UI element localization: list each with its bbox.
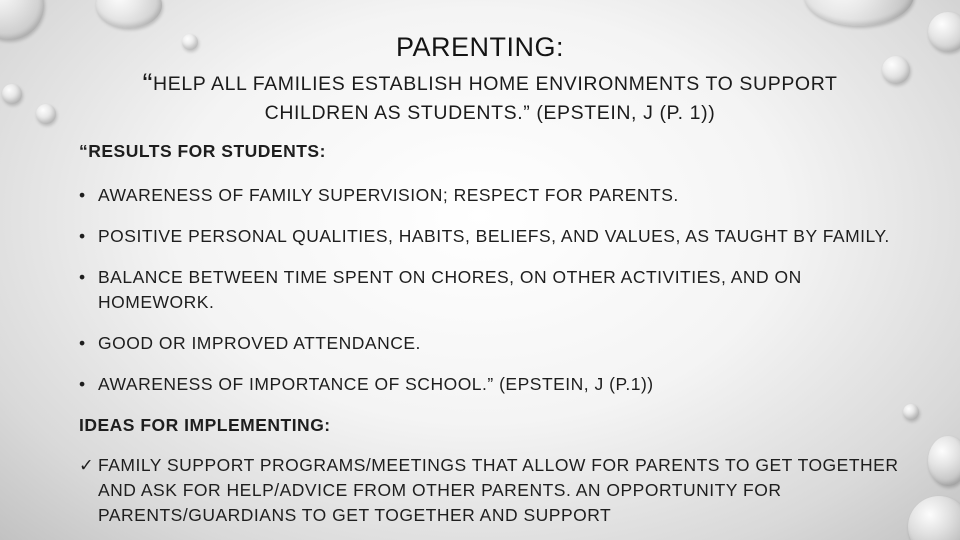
bullet-marker: • bbox=[79, 185, 86, 205]
check-icon: ✓ bbox=[79, 455, 95, 475]
ideas-heading: IDEAS FOR IMPLEMENTING: bbox=[79, 415, 331, 435]
list-item-text: AWARENESS OF FAMILY SUPERVISION; RESPECT FOR PARENTS. bbox=[98, 185, 679, 205]
list-item bbox=[79, 265, 899, 315]
list-item bbox=[79, 372, 899, 397]
list-item-text: BALANCE BETWEEN TIME SPENT ON CHORES, ON OTHER ACTIVITIES, AND ON HOMEWORK. bbox=[98, 267, 802, 312]
water-drop-decoration bbox=[908, 496, 960, 540]
list-item-text: POSITIVE PERSONAL QUALITIES, HABITS, BELIEFS, AND VALUES, AS TAUGHT BY FAMILY. bbox=[98, 226, 890, 246]
results-heading: “RESULTS FOR STUDENTS: bbox=[79, 141, 326, 161]
slide-body bbox=[79, 139, 899, 528]
list-item bbox=[79, 224, 899, 249]
bullet-marker: • bbox=[79, 374, 86, 394]
subtitle-text: HELP ALL FAMILIES ESTABLISH HOME ENVIRONMENTS TO SUPPORT CHILDREN AS STUDENTS.” (EPSTEIN, J (P. 1)) bbox=[153, 73, 838, 124]
ideas-list bbox=[79, 453, 899, 528]
list-item bbox=[79, 453, 899, 528]
results-list bbox=[79, 183, 899, 397]
list-item-text: AWARENESS OF IMPORTANCE OF SCHOOL.” (EPSTEIN, J (P.1)) bbox=[98, 374, 654, 394]
water-drop-decoration bbox=[2, 84, 22, 104]
water-drop-decoration bbox=[928, 436, 960, 486]
water-drop-decoration bbox=[804, 0, 914, 26]
list-item-text: GOOD OR IMPROVED ATTENDANCE. bbox=[98, 333, 421, 353]
water-drop-decoration bbox=[96, 0, 162, 28]
bullet-marker: • bbox=[79, 333, 86, 353]
bullet-marker: • bbox=[79, 226, 86, 246]
slide-subtitle bbox=[120, 70, 860, 128]
slide-title: PARENTING: bbox=[395, 32, 564, 62]
water-drop-decoration bbox=[36, 104, 56, 124]
water-drop-decoration bbox=[903, 404, 919, 420]
bullet-marker: • bbox=[79, 267, 86, 287]
list-item bbox=[79, 331, 899, 356]
subtitle-quote-mark: “ bbox=[142, 68, 154, 101]
list-item-text: FAMILY SUPPORT PROGRAMS/MEETINGS THAT ALLOW FOR PARENTS TO GET TOGETHER AND ASK FOR HELP/ADVICE FROM OTHER PARENTS. AN OPPORTUNITY FOR PARENTS/GUARDIANS TO GET TOGETHER AND SUPPORT bbox=[98, 455, 899, 525]
list-item bbox=[79, 183, 899, 208]
